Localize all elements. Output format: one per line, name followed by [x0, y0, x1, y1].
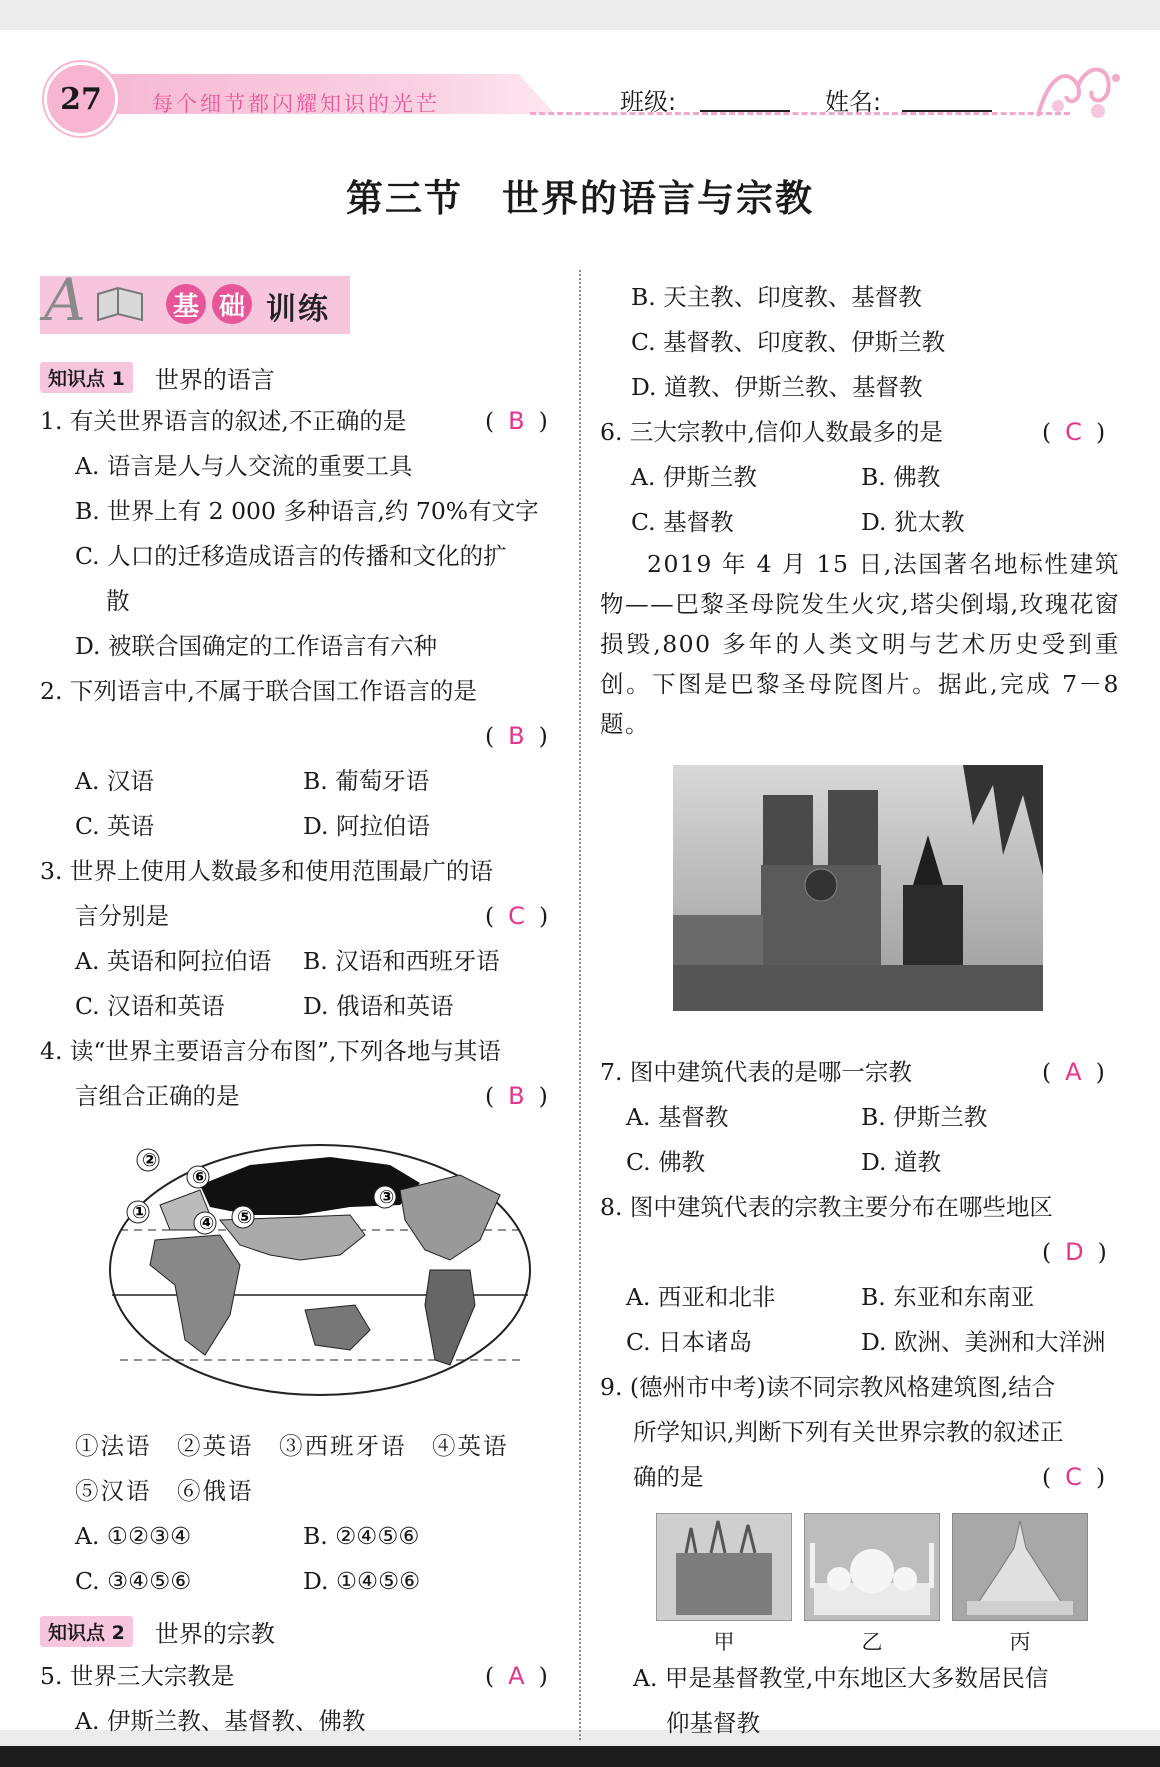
q4-option-c: C. ③④⑤⑥ — [75, 1567, 192, 1595]
map-mark-1: ① — [132, 1202, 148, 1223]
q1-answer: ( B ) — [485, 407, 548, 435]
notre-dame-passage: 2019 年 4 月 15 日,法国著名地标性建筑物——巴黎圣母院发生火灾,塔尖倒塌,玫瑰花窗损毁,800 多年的人类文明与艺术历史受到重创。下图是巴黎圣母院图片。据此,完成 7－8 题。 — [600, 550, 1120, 738]
q3-option-d: D. 俄语和英语 — [303, 992, 454, 1020]
q3-stem-cont: 言分别是 — [75, 902, 169, 930]
caption-yi: 乙 — [861, 1630, 883, 1654]
q5-answer: ( A ) — [485, 1662, 548, 1690]
class-blank — [700, 110, 790, 112]
q3-option-c: C. 汉语和英语 — [75, 992, 225, 1020]
q6-option-d: D. 犹太教 — [861, 508, 965, 536]
q7-option-d: D. 道教 — [861, 1148, 941, 1176]
q9-stem-cont: 所学知识,判断下列有关世界宗教的叙述正 — [633, 1418, 1064, 1446]
floral-decoration-icon — [1028, 56, 1124, 126]
q2-option-b: B. 葡萄牙语 — [303, 767, 430, 795]
basic-training-banner — [40, 266, 350, 334]
q8-option-a: A. 西亚和北非 — [626, 1283, 776, 1311]
q5-option-a: A. 伊斯兰教、基督教、佛教 — [75, 1707, 366, 1735]
q4-stem: 4. 读“世界主要语言分布图”,下列各地与其语 — [40, 1037, 501, 1065]
mosque-photo-yi — [804, 1513, 940, 1621]
q8-option-d: D. 欧洲、美洲和大洋洲 — [861, 1328, 1106, 1356]
header-dashes — [530, 112, 1070, 115]
page-number: 27 — [44, 62, 118, 136]
kp-tag: 知识点 1 — [40, 362, 133, 393]
banner-char-2: 础 — [212, 284, 252, 324]
q6-answer: ( C ) — [1042, 418, 1106, 446]
map-mark-2: ② — [142, 1150, 158, 1171]
map-mark-6: ⑥ — [192, 1167, 208, 1188]
q7-answer: ( A ) — [1042, 1058, 1105, 1086]
world-language-map — [100, 1135, 540, 1405]
q1-option-c-cont: 散 — [106, 587, 130, 615]
q8-stem: 8. 图中建筑代表的宗教主要分布在哪些地区 — [600, 1193, 1053, 1221]
q4-answer: ( B ) — [485, 1082, 548, 1110]
q4-stem-cont: 言组合正确的是 — [75, 1082, 240, 1110]
q4-option-d: D. ①④⑤⑥ — [303, 1567, 421, 1595]
q6-option-b: B. 佛教 — [861, 463, 941, 491]
q3-stem: 3. 世界上使用人数最多和使用范围最广的语 — [40, 857, 493, 885]
name-label: 姓名: — [825, 88, 882, 116]
knowledge-point-2 — [40, 1614, 275, 1649]
bottom-bar — [0, 1746, 1160, 1767]
q5-stem: 5. 世界三大宗教是 — [40, 1662, 235, 1690]
map-mark-5: ⑤ — [237, 1207, 253, 1228]
q5-option-b: B. 天主教、印度教、基督教 — [631, 283, 922, 311]
map-mark-3: ③ — [379, 1187, 395, 1208]
q1-stem: 1. 有关世界语言的叙述,不正确的是 — [40, 407, 407, 435]
caption-bing: 丙 — [1009, 1630, 1031, 1654]
q4-legend-2: ⑤汉语 ⑥俄语 — [75, 1477, 254, 1505]
section-title: 第三节 世界的语言与宗教 — [346, 176, 814, 220]
notre-dame-photo — [673, 765, 1043, 1011]
q7-option-a: A. 基督教 — [626, 1103, 729, 1131]
banner-rest: 训练 — [266, 292, 330, 327]
caption-jia: 甲 — [713, 1630, 735, 1654]
map-mark-4: ④ — [199, 1213, 215, 1234]
worksheet-page — [0, 30, 1160, 1737]
q2-option-d: D. 阿拉伯语 — [303, 812, 430, 840]
banner-char-1: 基 — [166, 284, 206, 324]
q9-answer: ( C ) — [1042, 1463, 1106, 1491]
column-divider — [579, 270, 581, 1740]
q2-option-a: A. 汉语 — [75, 767, 154, 795]
header-slogan: 每个细节都闪耀知识的光芒 — [152, 92, 440, 116]
q1-option-c: C. 人口的迁移造成语言的传播和文化的扩 — [75, 542, 507, 570]
q9-stem-cont-2: 确的是 — [633, 1463, 704, 1491]
class-label: 班级: — [620, 88, 677, 116]
pagoda-photo-bing — [952, 1513, 1088, 1621]
q4-legend-1: ①法语 ②英语 ③西班牙语 ④英语 — [75, 1432, 509, 1460]
knowledge-point-1 — [40, 360, 275, 395]
q2-option-c: C. 英语 — [75, 812, 155, 840]
book-icon — [94, 284, 146, 324]
q6-option-a: A. 伊斯兰教 — [631, 463, 757, 491]
q6-option-c: C. 基督教 — [631, 508, 734, 536]
name-blank — [902, 110, 992, 112]
banner-letter: A — [44, 266, 86, 334]
q4-option-a: A. ①②③④ — [75, 1522, 192, 1550]
q7-stem: 7. 图中建筑代表的是哪一宗教 — [600, 1058, 912, 1086]
q3-option-a: A. 英语和阿拉伯语 — [75, 947, 272, 975]
q1-option-b: B. 世界上有 2 000 多种语言,约 70%有文字 — [75, 497, 539, 525]
q3-answer: ( C ) — [485, 902, 549, 930]
q2-stem: 2. 下列语言中,不属于联合国工作语言的是 — [40, 677, 477, 705]
page-header — [40, 52, 1124, 130]
q7-option-c: C. 佛教 — [626, 1148, 706, 1176]
q4-option-b: B. ②④⑤⑥ — [303, 1522, 420, 1550]
q8-answer: ( D ) — [1042, 1238, 1107, 1266]
q5-option-d: D. 道教、伊斯兰教、基督教 — [631, 373, 923, 401]
q2-answer: ( B ) — [485, 722, 548, 750]
q1-option-a: A. 语言是人与人交流的重要工具 — [75, 452, 413, 480]
kp-tag: 知识点 2 — [40, 1616, 133, 1647]
cathedral-photo-jia — [656, 1513, 792, 1621]
q6-stem: 6. 三大宗教中,信仰人数最多的是 — [600, 418, 943, 446]
q9-stem: 9. (德州市中考)读不同宗教风格建筑图,结合 — [600, 1373, 1056, 1401]
q7-option-b: B. 伊斯兰教 — [861, 1103, 988, 1131]
q5-option-c: C. 基督教、印度教、伊斯兰教 — [631, 328, 946, 356]
q8-option-c: C. 日本诸岛 — [626, 1328, 753, 1356]
q1-option-d: D. 被联合国确定的工作语言有六种 — [75, 632, 437, 660]
kp-title: 世界的语言 — [154, 366, 275, 394]
q9-option-a: A. 甲是基督教堂,中东地区大多数居民信 — [633, 1664, 1049, 1692]
q3-option-b: B. 汉语和西班牙语 — [303, 947, 500, 975]
q8-option-b: B. 东亚和东南亚 — [861, 1283, 1035, 1311]
kp-title: 世界的宗教 — [154, 1620, 275, 1648]
q9-option-a-cont: 仰基督教 — [666, 1709, 760, 1737]
